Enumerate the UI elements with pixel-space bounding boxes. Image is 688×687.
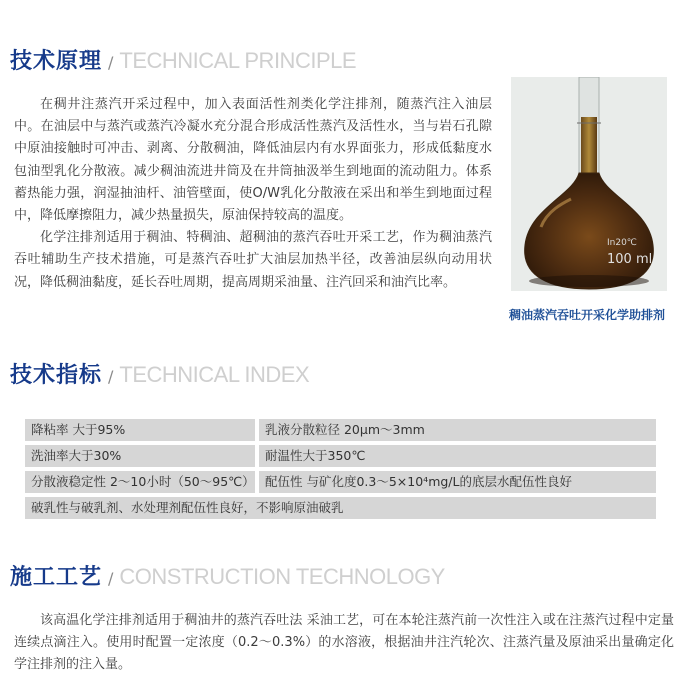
principle-paragraph-1: 在稠井注蒸汽开采过程中，加入表面活性剂类化学注排剂，随蒸汽注入油层中。在油层中与蒸汽或蒸汽冷凝水充分混合形成活性蒸汽及活性水，当与岩石孔隙中原油接触时可冲击、剥离、分散稠油，降低油层内有水界面张力，形成低黏度水包油型乳化分散液。减少稠油流进井筒及在井筒抽汲举生到地面的流动阻力。体系蓄热能力强，润湿抽油杆、油管壁面，使O/W乳化分散液在采出和举生到地面过程中，降低摩擦阻力，减少热量损失，原油保持较高的温度。 [14, 97, 492, 224]
construction-paragraph: 该高温化学注排剂适用于稠油井的蒸汽吞吐法 采油工艺，可在本轮注蒸汽前一次性注入或在注蒸汽过程中定量连续点滴注入。使用时配置一定浓度（0.2～0.3%）的水溶液，根据油井注汽轮次、注蒸汽量及原油采出量确定化学注排剂的注入量。 [14, 613, 674, 673]
index-title-cn: 技术指标 [10, 363, 103, 388]
construction-body [14, 610, 674, 677]
index-slash: / [108, 367, 114, 386]
spec-row [25, 497, 656, 519]
spec-table [25, 419, 656, 523]
spec-row [25, 471, 656, 493]
principle-paragraph-2: 化学注排剂适用于稠油、特稠油、超稠油的蒸汽吞吐开采工艺，作为稠油蒸汽吞吐辅助生产技术措施，可是蒸汽吞吐扩大油层加热半径，改善油层纵向动用状况，降低稠油黏度，延长吞吐周期，提高周期采油量、注汽回采和油汽比率。 [14, 230, 492, 290]
spec-cell-particle-size: 乳液分散粒径 20μm～3mm [259, 419, 656, 441]
construction-title-cn: 施工工艺 [10, 565, 103, 590]
construction-slash: / [108, 569, 114, 588]
flask-caption: 稠油蒸汽吞吐开采化学助排剂 [508, 308, 665, 322]
construction-title-en: CONSTRUCTION TECHNOLOGY [119, 564, 445, 589]
principle-slash: / [108, 53, 114, 72]
spec-row [25, 419, 656, 441]
volumetric-flask-image [511, 77, 667, 291]
principle-body [14, 94, 492, 294]
spec-cell-viscosity-reduction: 降粘率 大于95% [25, 419, 255, 441]
spec-cell-compatibility: 配伍性 与矿化度0.3～5×10⁴mg/L的底层水配伍性良好 [259, 471, 656, 493]
principle-title-en: TECHNICAL PRINCIPLE [119, 48, 357, 73]
spec-cell-demulsification: 破乳性与破乳剂、水处理剂配伍性良好，不影响原油破乳 [25, 497, 656, 519]
construction-heading [10, 560, 445, 591]
spec-row [25, 445, 656, 467]
flask-mark-temp: In20℃ [607, 238, 637, 248]
principle-title-cn: 技术原理 [10, 49, 103, 74]
spec-cell-temperature-resistance: 耐温性大于350℃ [259, 445, 656, 467]
flask-photo [511, 77, 667, 291]
spec-cell-dispersion-stability: 分散液稳定性 2～10小时（50～95℃） [25, 471, 255, 493]
spec-cell-oil-washing: 洗油率大于30% [25, 445, 255, 467]
index-heading [10, 358, 309, 389]
index-title-en: TECHNICAL INDEX [119, 362, 310, 387]
flask-mark-volume: 100 ml [607, 252, 653, 267]
principle-heading [10, 44, 356, 75]
